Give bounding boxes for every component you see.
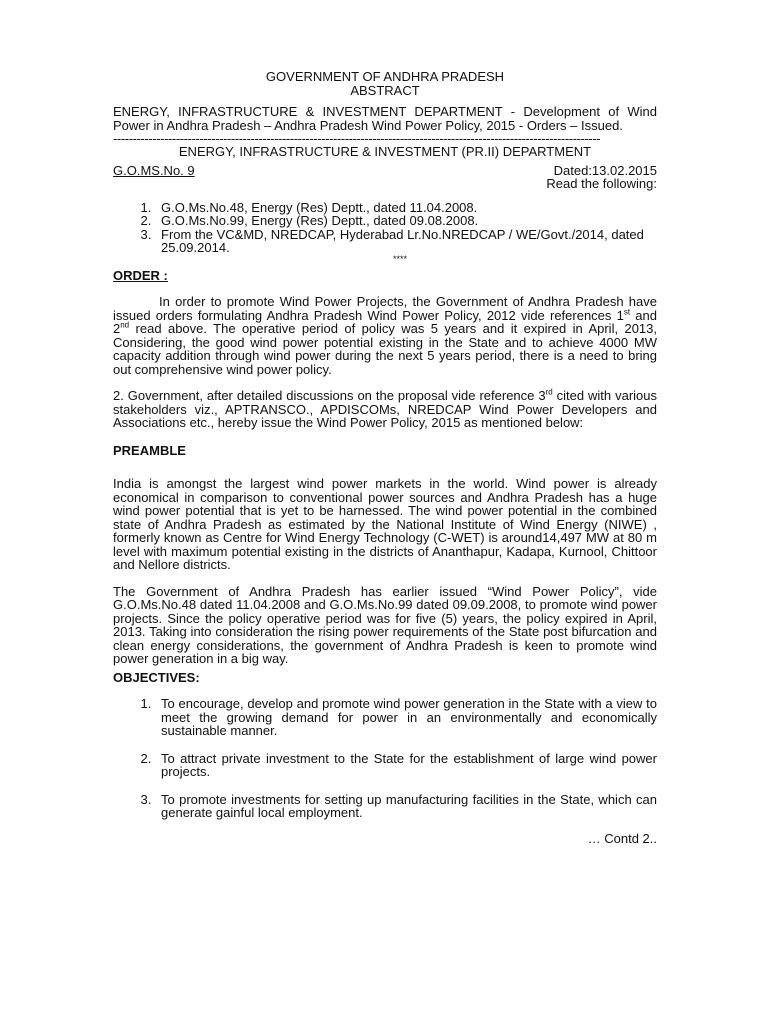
order-para1-text: In order to promote Wind Power Projects, the Government of Andhra Pradesh have issued orders formulating Andhra Pradesh Wind Power Policy, 2012 vide references 1 — [113, 294, 657, 323]
government-title: GOVERNMENT OF ANDHRA PRADESH — [265, 69, 505, 84]
stars-separator: **** — [392, 253, 407, 264]
order-paragraph-2 — [113, 389, 657, 430]
superscript: st — [623, 307, 631, 317]
department-title: ENERGY, INFRASTRUCTURE & INVESTMENT (PR.II) DEPARTMENT — [178, 144, 592, 159]
abstract-title: ABSTRACT — [350, 82, 420, 98]
order-para2-text: cited with various stakeholders viz., APTRANSCO., APDISCOMs, NREDCAP Wind Power Developers and Associations etc., hereby issue the Wind Power Policy, 2015 as mentioned below: — [113, 388, 657, 430]
continued-marker: … Contd 2.. — [587, 830, 657, 846]
go-number: G.O.MS.No. 9 — [113, 162, 195, 178]
reference-list — [113, 201, 657, 255]
separator-line: ---------------------------------------------------------------------------------------------------------------------------- — [113, 134, 601, 144]
go-date: Dated:13.02.2015 — [553, 162, 657, 178]
reference-item: 2. G.O.Ms.No.99, Energy (Res) Deptt., dated 09.08.2008. — [155, 214, 657, 228]
document-page — [113, 70, 657, 845]
reference-item: 1. G.O.Ms.No.48, Energy (Res) Deptt., dated 11.04.2008. — [155, 201, 657, 215]
read-following: Read the following: — [546, 176, 657, 191]
objective-item: 2. To attract private investment to the State for the establishment of large wind power projects. — [155, 752, 657, 779]
superscript: nd — [120, 320, 130, 330]
order-para1-text: read above. The operative period of policy was 5 years and it expired in April, 2013, Considering, the good wind power potential existing in the State and to achieve 4000 MW capacity addition through wind power during the next 5 years period, there is a need to bring out comprehensive wind power policy. — [113, 321, 657, 377]
superscript: rd — [545, 387, 553, 397]
order-para2-text: 2. Government, after detailed discussions on the proposal vide reference 3 — [113, 388, 546, 403]
objective-item: 1. To encourage, develop and promote wind power generation in the State with a view to meet the growing demand for power in an environmentally and economically sustainable manner. — [155, 697, 657, 738]
preamble-heading: PREAMBLE — [113, 442, 186, 458]
reference-item: 3. From the VC&MD, NREDCAP, Hyderabad Lr.No.NREDCAP / WE/Govt./2014, dated 25.09.2014. — [155, 228, 657, 255]
subject-line: ENERGY, INFRASTRUCTURE & INVESTMENT DEPARTMENT - Development of Wind Power in Andhra Pradesh – Andhra Pradesh Wind Power Policy, 2015 - Orders – Issued. — [113, 104, 657, 133]
order-paragraph-1 — [113, 295, 657, 376]
objective-item: 3. To promote investments for setting up manufacturing facilities in the State, which can generate gainful local employment. — [155, 793, 657, 820]
go-row — [113, 164, 657, 178]
order-para1-text: and 2 — [113, 307, 657, 336]
objectives-heading: OBJECTIVES: — [113, 669, 200, 685]
preamble-paragraph-1: India is amongst the largest wind power markets in the world. Wind power is already economical in comparison to conventional power sources and Andhra Pradesh has a huge wind power potential that is yet to be harnessed. The wind power potential in the combined state of Andhra Pradesh as estimated by the National Institute of Wind Energy (NIWE) , formerly known as Centre for Wind Energy Technology (C-WET) is around14,497 MW at 80 m level with maximum potential existing in the districts of Ananthapur, Kadapa, Kurnool, Chittoor and Nellore districts. — [113, 476, 657, 572]
objectives-list — [113, 697, 657, 820]
preamble-paragraph-2: The Government of Andhra Pradesh has earlier issued “Wind Power Policy”, vide G.O.Ms.No.48 dated 11.04.2008 and G.O.Ms.No.99 dated 09.09.2008, to promote wind power projects. Since the policy operative period was for five (5) years, the policy expired in April, 2013. Taking into consideration the rising power requirements of the State post bifurcation and clean energy considerations, the government of Andhra Pradesh is keen to promote wind power generation in a big way. — [113, 583, 657, 666]
order-heading: ORDER : — [113, 267, 168, 283]
